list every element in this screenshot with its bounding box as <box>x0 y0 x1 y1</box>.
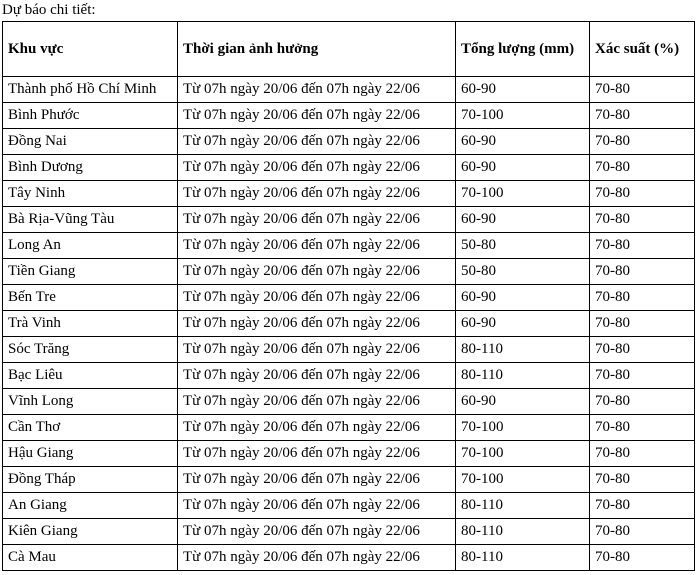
cell-time: Từ 07h ngày 20/06 đến 07h ngày 22/06 <box>178 207 456 233</box>
table-row <box>3 467 695 493</box>
cell-probability: 70-80 <box>590 285 695 311</box>
cell-total-rainfall: 60-90 <box>456 155 590 181</box>
table-row <box>3 311 695 337</box>
table-row <box>3 545 695 571</box>
table-header <box>3 22 695 77</box>
cell-time: Từ 07h ngày 20/06 đến 07h ngày 22/06 <box>178 155 456 181</box>
cell-total-rainfall: 60-90 <box>456 311 590 337</box>
cell-area: Thành phố Hồ Chí Minh <box>3 77 178 103</box>
cell-probability: 70-80 <box>590 519 695 545</box>
cell-area: Sóc Trăng <box>3 337 178 363</box>
cell-area: Tiền Giang <box>3 259 178 285</box>
cell-area: Đồng Tháp <box>3 467 178 493</box>
cell-time: Từ 07h ngày 20/06 đến 07h ngày 22/06 <box>178 337 456 363</box>
cell-total-rainfall: 70-100 <box>456 467 590 493</box>
cell-area: Bình Phước <box>3 103 178 129</box>
cell-total-rainfall: 60-90 <box>456 129 590 155</box>
cell-total-rainfall: 60-90 <box>456 285 590 311</box>
cell-area: Bạc Liêu <box>3 363 178 389</box>
cell-total-rainfall: 70-100 <box>456 441 590 467</box>
table-row <box>3 129 695 155</box>
cell-total-rainfall: 80-110 <box>456 493 590 519</box>
table-row <box>3 519 695 545</box>
cell-area: Cần Thơ <box>3 415 178 441</box>
cell-total-rainfall: 70-100 <box>456 415 590 441</box>
cell-area: Bà Rịa-Vũng Tàu <box>3 207 178 233</box>
table-row <box>3 259 695 285</box>
table-row <box>3 415 695 441</box>
cell-area: Đồng Nai <box>3 129 178 155</box>
table-row <box>3 181 695 207</box>
header-probability: Xác suất (%) <box>590 22 695 77</box>
cell-probability: 70-80 <box>590 207 695 233</box>
cell-probability: 70-80 <box>590 311 695 337</box>
cell-time: Từ 07h ngày 20/06 đến 07h ngày 22/06 <box>178 181 456 207</box>
table-row <box>3 441 695 467</box>
cell-total-rainfall: 50-80 <box>456 259 590 285</box>
cell-total-rainfall: 50-80 <box>456 233 590 259</box>
cell-time: Từ 07h ngày 20/06 đến 07h ngày 22/06 <box>178 545 456 571</box>
cell-area: Bình Dương <box>3 155 178 181</box>
table-body <box>3 77 695 571</box>
table-row <box>3 77 695 103</box>
cell-time: Từ 07h ngày 20/06 đến 07h ngày 22/06 <box>178 259 456 285</box>
cell-probability: 70-80 <box>590 129 695 155</box>
cell-total-rainfall: 70-100 <box>456 103 590 129</box>
cell-total-rainfall: 80-110 <box>456 519 590 545</box>
cell-time: Từ 07h ngày 20/06 đến 07h ngày 22/06 <box>178 415 456 441</box>
cell-probability: 70-80 <box>590 103 695 129</box>
cell-time: Từ 07h ngày 20/06 đến 07h ngày 22/06 <box>178 77 456 103</box>
table-row <box>3 207 695 233</box>
cell-total-rainfall: 60-90 <box>456 389 590 415</box>
cell-area: Cà Mau <box>3 545 178 571</box>
table-row <box>3 363 695 389</box>
header-time: Thời gian ảnh hưởng <box>178 22 456 77</box>
cell-probability: 70-80 <box>590 389 695 415</box>
table-row <box>3 493 695 519</box>
cell-total-rainfall: 80-110 <box>456 545 590 571</box>
cell-time: Từ 07h ngày 20/06 đến 07h ngày 22/06 <box>178 441 456 467</box>
table-row <box>3 285 695 311</box>
table-row <box>3 155 695 181</box>
cell-time: Từ 07h ngày 20/06 đến 07h ngày 22/06 <box>178 389 456 415</box>
cell-total-rainfall: 80-110 <box>456 363 590 389</box>
cell-total-rainfall: 70-100 <box>456 181 590 207</box>
cell-area: Hậu Giang <box>3 441 178 467</box>
cell-area: Trà Vinh <box>3 311 178 337</box>
cell-probability: 70-80 <box>590 77 695 103</box>
header-row <box>3 22 695 77</box>
cell-area: Tây Ninh <box>3 181 178 207</box>
cell-area: An Giang <box>3 493 178 519</box>
cell-time: Từ 07h ngày 20/06 đến 07h ngày 22/06 <box>178 285 456 311</box>
cell-probability: 70-80 <box>590 415 695 441</box>
table-row <box>3 233 695 259</box>
forecast-table <box>2 21 695 571</box>
cell-time: Từ 07h ngày 20/06 đến 07h ngày 22/06 <box>178 311 456 337</box>
cell-total-rainfall: 60-90 <box>456 207 590 233</box>
cell-probability: 70-80 <box>590 155 695 181</box>
cell-probability: 70-80 <box>590 493 695 519</box>
table-row <box>3 337 695 363</box>
table-row <box>3 389 695 415</box>
cell-probability: 70-80 <box>590 337 695 363</box>
table-row <box>3 103 695 129</box>
header-area: Khu vực <box>3 22 178 77</box>
cell-time: Từ 07h ngày 20/06 đến 07h ngày 22/06 <box>178 519 456 545</box>
cell-probability: 70-80 <box>590 363 695 389</box>
cell-time: Từ 07h ngày 20/06 đến 07h ngày 22/06 <box>178 103 456 129</box>
cell-probability: 70-80 <box>590 233 695 259</box>
cell-area: Kiên Giang <box>3 519 178 545</box>
cell-time: Từ 07h ngày 20/06 đến 07h ngày 22/06 <box>178 467 456 493</box>
cell-total-rainfall: 60-90 <box>456 77 590 103</box>
cell-time: Từ 07h ngày 20/06 đến 07h ngày 22/06 <box>178 129 456 155</box>
cell-probability: 70-80 <box>590 467 695 493</box>
cell-time: Từ 07h ngày 20/06 đến 07h ngày 22/06 <box>178 233 456 259</box>
cell-probability: 70-80 <box>590 181 695 207</box>
cell-time: Từ 07h ngày 20/06 đến 07h ngày 22/06 <box>178 363 456 389</box>
forecast-caption: Dự báo chi tiết: <box>2 2 96 18</box>
cell-area: Long An <box>3 233 178 259</box>
cell-time: Từ 07h ngày 20/06 đến 07h ngày 22/06 <box>178 493 456 519</box>
cell-probability: 70-80 <box>590 259 695 285</box>
cell-probability: 70-80 <box>590 441 695 467</box>
cell-area: Bến Tre <box>3 285 178 311</box>
cell-total-rainfall: 80-110 <box>456 337 590 363</box>
cell-probability: 70-80 <box>590 545 695 571</box>
header-total-rainfall: Tổng lượng (mm) <box>456 22 590 77</box>
cell-area: Vĩnh Long <box>3 389 178 415</box>
